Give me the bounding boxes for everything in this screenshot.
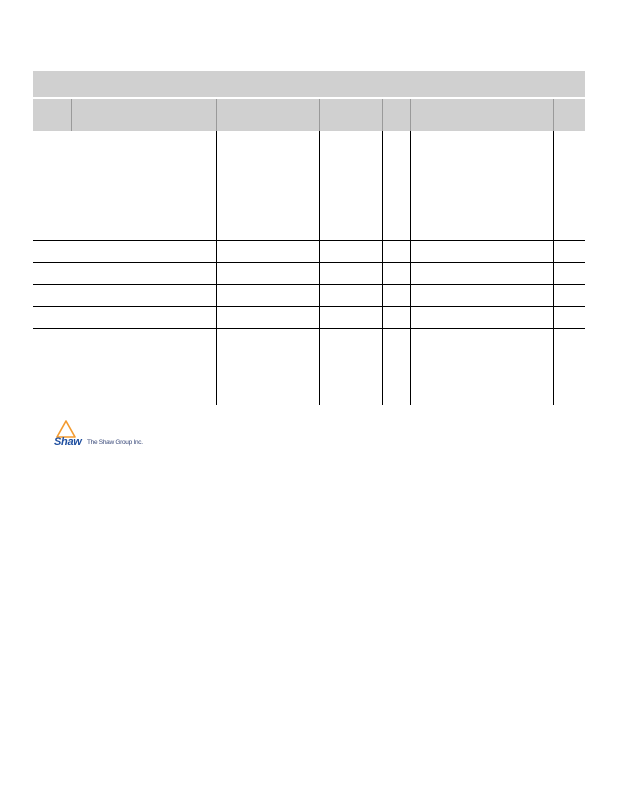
header-separator [71, 99, 72, 131]
header-separator [319, 99, 320, 131]
row-rule [33, 284, 585, 285]
row-rule [33, 306, 585, 307]
row-rule [33, 262, 585, 263]
header-separator [553, 99, 554, 131]
table-header-band [33, 99, 585, 131]
row-rule [33, 240, 585, 241]
column-rule [216, 131, 217, 405]
header-separator [382, 99, 383, 131]
column-rule [382, 131, 383, 405]
logo-company-name: The Shaw Group Inc. [87, 439, 143, 446]
row-rule [33, 328, 585, 329]
table-title-band [33, 71, 585, 97]
header-separator [216, 99, 217, 131]
logo-wordmark: Shaw [54, 436, 82, 448]
column-rule [553, 131, 554, 405]
header-separator [410, 99, 411, 131]
column-rule [319, 131, 320, 405]
column-rule [410, 131, 411, 405]
company-logo [52, 420, 172, 452]
